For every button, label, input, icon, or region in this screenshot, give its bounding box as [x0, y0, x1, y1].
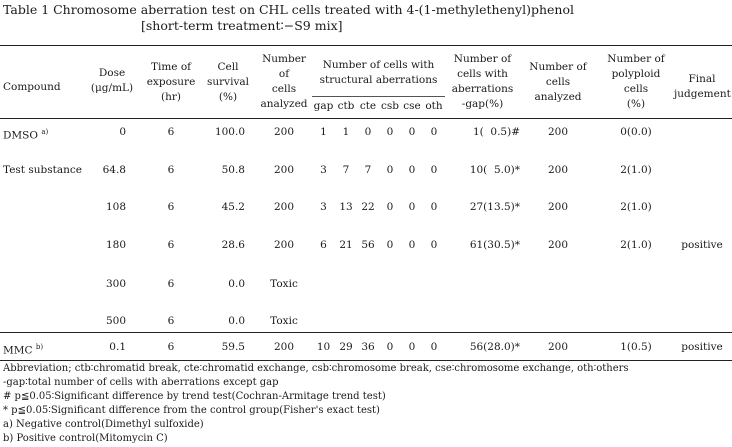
cell-analyzed: Toxic [270, 315, 298, 327]
footnote-marker: a) [41, 128, 49, 136]
header-cells-analyzed: Number of cells analyzed [529, 61, 587, 103]
cell-oth: 0 [430, 126, 438, 138]
table-subtitle: [short-term treatment∶−S9 mix] [141, 18, 343, 33]
cell-gap: 10 [316, 341, 331, 353]
cell-with-ab: 27(13.5)* [469, 201, 520, 213]
cell-oth: 0 [430, 239, 438, 251]
cell-survival: 0.0 [228, 278, 245, 290]
header-analyzed: Number of cells analyzed [260, 53, 308, 110]
cell-cse: 0 [408, 126, 416, 138]
cell-with-ab: 61(30.5)* [469, 239, 520, 251]
cell-oth: 0 [430, 201, 438, 213]
cell-ctb: 1 [342, 126, 350, 138]
cell-cells-an: 200 [547, 239, 569, 251]
cell-ctb: 7 [342, 164, 350, 176]
cell-cse: 0 [408, 201, 416, 213]
cell-analyzed: 200 [273, 201, 295, 213]
cell-time: 6 [167, 315, 175, 327]
cell-dose: 0.1 [109, 341, 126, 353]
cell-dose: 500 [105, 315, 126, 327]
cell-gap: 3 [320, 201, 327, 213]
bottom-rule [0, 360, 732, 361]
cell-csb: 0 [386, 164, 394, 176]
cell-poly: 0(0.0) [620, 126, 652, 138]
cell-time: 6 [167, 164, 175, 176]
cell-cells-an: 200 [547, 341, 569, 353]
cell-analyzed: Toxic [270, 278, 298, 290]
header-compound: Compound [3, 81, 61, 93]
cell-poly: 2(1.0) [620, 164, 652, 176]
cell-csb: 0 [386, 126, 394, 138]
cell-dose: 180 [105, 239, 126, 251]
cell-gap: 6 [320, 239, 327, 251]
cell-dose: 300 [105, 278, 126, 290]
cell-poly: 2(1.0) [620, 201, 652, 213]
cell-with-ab: 56(28.0)* [469, 341, 520, 353]
header-structural: Number of cells with structural aberrations [319, 59, 438, 86]
cell-dose: 108 [105, 201, 126, 213]
cell-cells-an: 200 [547, 126, 569, 138]
header-gap: gap [313, 100, 334, 112]
cell-time: 6 [167, 341, 175, 353]
cell-poly: 1(0.5) [620, 341, 652, 353]
cell-survival: 28.6 [221, 239, 245, 251]
footnote-abbreviation: Abbreviation; ctb∶chromatid break, cte∶chromatid exchange, csb∶chromosome break, cse∶chromosome exchange, oth∶others [3, 363, 629, 374]
cell-ctb: 13 [339, 201, 353, 213]
header-cte: cte [359, 100, 377, 112]
footnote-trend-test: # p≦0.05∶Significant difference by trend test(Cochran-Armitage trend test) [3, 391, 386, 402]
footnote-marker: b) [35, 343, 44, 351]
cell-compound: MMC $^{b)}$ [3, 343, 44, 357]
cell-survival: 45.2 [221, 201, 245, 213]
footnote-fisher-test: * p≦0.05∶Significant difference from the control group(Fisher's exact test) [3, 405, 380, 416]
cell-final: positive [681, 341, 723, 353]
cell-gap: 3 [320, 164, 327, 176]
footnote-positive-control: b) Positive control(Mitomycin C) [3, 433, 168, 444]
cell-cells-an: 200 [547, 201, 569, 213]
cell-analyzed: 200 [273, 239, 295, 251]
cell-oth: 0 [430, 341, 438, 353]
header-polyploid: Number of polyploid cells (%) [607, 53, 665, 110]
cell-poly: 2(1.0) [620, 239, 652, 251]
cell-time: 6 [167, 126, 175, 138]
cell-gap: 1 [320, 126, 327, 138]
header-time: Time of exposure (hr) [146, 61, 196, 103]
cell-analyzed: 200 [273, 341, 295, 353]
header-final: Final judgement [674, 73, 731, 100]
header-bottom-rule [0, 118, 732, 119]
header-ctb: ctb [337, 100, 355, 112]
cell-oth: 0 [430, 164, 438, 176]
cell-dose: 64.8 [102, 164, 126, 176]
cell-dose: 0 [119, 126, 126, 138]
cell-time: 6 [167, 278, 175, 290]
cell-ctb: 29 [339, 341, 353, 353]
cell-cte: 36 [361, 341, 375, 353]
footnote-gap: -gap∶total number of cells with aberrations except gap [3, 377, 279, 388]
mmc-separator-rule [0, 332, 732, 333]
struct-header-rule [312, 96, 445, 97]
cell-cte: 56 [361, 239, 375, 251]
cell-csb: 0 [386, 201, 394, 213]
header-csb: csb [381, 100, 399, 112]
cell-survival: 59.5 [221, 341, 245, 353]
header-cse: cse [403, 100, 421, 112]
header-survival: Cell survival (%) [206, 61, 249, 103]
cell-compound: DMSO $^{a)}$ [3, 128, 49, 142]
cell-compound: Test substance [3, 164, 82, 176]
header-with-aberrations: Number of cells with aberrations -gap(%) [451, 53, 514, 110]
table-title: Table 1 Chromosome aberration test on CHL cells treated with 4-(1-methylethenyl)phenol [3, 2, 574, 17]
footnote-negative-control: a) Negative control(Dimethyl sulfoxide) [3, 419, 204, 430]
cell-cells-an: 200 [547, 164, 569, 176]
cell-cte: 22 [361, 201, 375, 213]
cell-cse: 0 [408, 164, 416, 176]
header-dose: Dose (μg/mL) [90, 67, 134, 94]
cell-survival: 100.0 [214, 126, 245, 138]
cell-analyzed: 200 [273, 164, 295, 176]
cell-csb: 0 [386, 341, 394, 353]
top-rule [0, 45, 732, 46]
cell-cse: 0 [408, 341, 416, 353]
cell-with-ab: 10( 5.0)* [469, 164, 520, 176]
cell-time: 6 [167, 239, 175, 251]
cell-final: positive [681, 239, 723, 251]
cell-survival: 0.0 [228, 315, 245, 327]
cell-cte: 7 [364, 164, 372, 176]
cell-cte: 0 [364, 126, 372, 138]
cell-time: 6 [167, 201, 175, 213]
cell-cse: 0 [408, 239, 416, 251]
cell-csb: 0 [386, 239, 394, 251]
header-oth: oth [425, 100, 443, 112]
cell-with-ab: 1( 0.5)# [472, 126, 520, 138]
cell-analyzed: 200 [273, 126, 295, 138]
cell-ctb: 21 [339, 239, 353, 251]
cell-survival: 50.8 [221, 164, 245, 176]
